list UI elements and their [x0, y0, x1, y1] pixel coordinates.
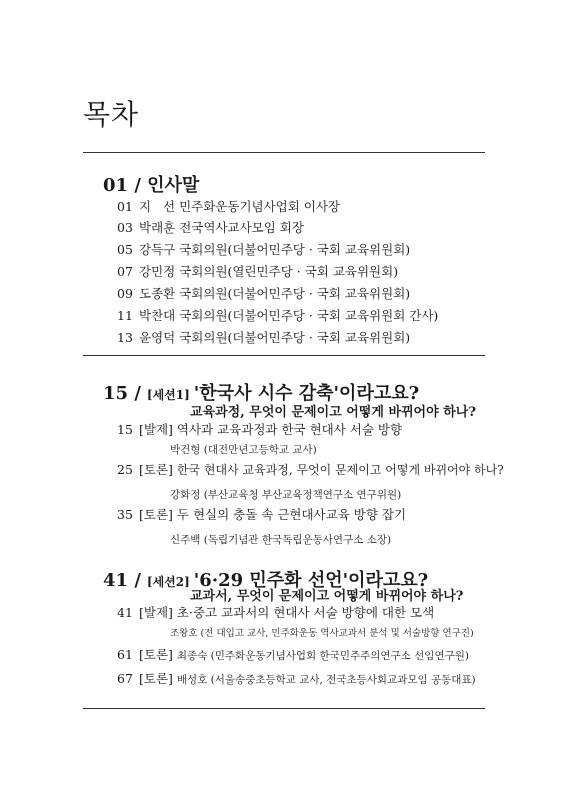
toc-entry[interactable]: [117, 671, 476, 688]
toc-entry[interactable]: [117, 605, 434, 621]
page-number: 15: [117, 422, 133, 437]
entry-affiliation: 국회의원(더불어민주당 · 국회 교육위원회): [179, 286, 411, 301]
page-number: 09: [117, 286, 133, 301]
session-page: 41 /: [103, 570, 141, 591]
entry-affiliation: 국회의원(더불어민주당 · 국회 교육위원회): [179, 330, 411, 345]
entry-name: 윤영덕: [139, 330, 176, 345]
session-tag: [세션1]: [146, 388, 190, 402]
entry-affiliation: 국회의원(열린민주당 · 국회 교육위원회): [179, 264, 399, 279]
entry-affiliation: 국회의원(더불어민주당 · 국회 교육위원회 간사): [179, 308, 439, 323]
session1-subtitle: 교육과정, 무엇이 문제이고 어떻게 바뀌어야 하나?: [190, 405, 476, 420]
entry-text: 역사과 교육과정과 한국 현대사 서술 방향: [176, 422, 403, 437]
page-number: 67: [117, 671, 133, 686]
title-rule: [83, 152, 485, 153]
entry-affiliation: 민주화운동기념사업회 이사장: [179, 199, 341, 214]
entry-role: [발제]: [139, 605, 173, 620]
toc-entry[interactable]: [117, 308, 438, 324]
entry-role: [토론]: [139, 671, 173, 686]
page-number: 41: [117, 605, 133, 620]
toc-entry[interactable]: [117, 647, 469, 664]
page-number: 11: [117, 308, 133, 323]
toc-entry[interactable]: [117, 264, 398, 280]
entry-name: 지 선: [139, 199, 176, 214]
toc-entry[interactable]: [117, 286, 410, 302]
session-page: 15 /: [103, 383, 141, 404]
entry-role: [토론]: [139, 462, 173, 477]
toc-entry[interactable]: [117, 507, 406, 523]
toc-entry[interactable]: [117, 330, 410, 346]
page-number: 13: [117, 330, 133, 345]
entry-role: [토론]: [139, 647, 173, 662]
entry-text: 두 현실의 충돌 속 근현대사교육 방향 잡기: [176, 507, 407, 522]
page-number: 61: [117, 647, 133, 662]
entry-role: [발제]: [139, 422, 173, 437]
page-number: 35: [117, 507, 133, 522]
entry-name: 박찬대: [139, 308, 176, 323]
toc-entry[interactable]: [117, 422, 402, 438]
toc-entry[interactable]: [117, 199, 340, 215]
page-number: 01: [117, 199, 133, 214]
entry-affiliation: 전국역사교사모임 회장: [179, 220, 304, 235]
entry-author: 조왕호 (전 대입고 교사, 민주화운동 역사교과서 분석 및 서술방향 연구진): [170, 628, 474, 639]
page-number: 05: [117, 242, 133, 257]
bottom-rule: [83, 708, 485, 709]
session-tag: [세션2]: [146, 575, 190, 589]
entry-role: [토론]: [139, 507, 173, 522]
entry-text: 초·중고 교과서의 현대사 서술 방향에 대한 모색: [176, 605, 435, 620]
session2-subtitle: 교과서, 무엇이 문제이고 어떻게 바뀌어야 하나?: [190, 589, 464, 604]
entry-name: 박래훈: [139, 220, 176, 235]
page-number: 03: [117, 220, 133, 235]
entry-name: 도종환: [139, 286, 176, 301]
entry-name: 강민정: [139, 264, 176, 279]
toc-entry[interactable]: [117, 242, 410, 258]
greetings-heading: 01 / 인사말: [103, 175, 200, 196]
page-title: 목차: [83, 98, 140, 131]
entry-author: 강화정 (부산교육청 부산교육정책연구소 연구위원): [170, 489, 402, 501]
entry-text: 한국 현대사 교육과정, 무엇이 문제이고 어떻게 바뀌어야 하나?: [176, 463, 504, 477]
page-number: 25: [117, 462, 133, 477]
page-number: 07: [117, 264, 133, 279]
toc-entry[interactable]: [117, 220, 304, 236]
entry-text: 배성호 (서울송중초등학교 교사, 전국초등사회교과모임 공동대표): [176, 674, 476, 686]
entry-author: 박건형 (대전만년고등학교 교사): [170, 444, 317, 456]
section-rule: [83, 355, 485, 356]
entry-affiliation: 국회의원(더불어민주당 · 국회 교육위원회): [179, 242, 411, 257]
entry-name: 강득구: [139, 242, 176, 257]
session-title: '6·29 민주화 선언'이라고요?: [193, 570, 429, 591]
entry-text: 최종숙 (민주화운동기념사업회 한국민주주의연구소 선임연구원): [176, 650, 469, 662]
entry-author: 신주백 (독립기념관 한국독립운동사연구소 소장): [170, 534, 392, 546]
session-title: '한국사 시수 감축'이라고요?: [193, 383, 420, 404]
toc-entry[interactable]: [117, 462, 504, 478]
